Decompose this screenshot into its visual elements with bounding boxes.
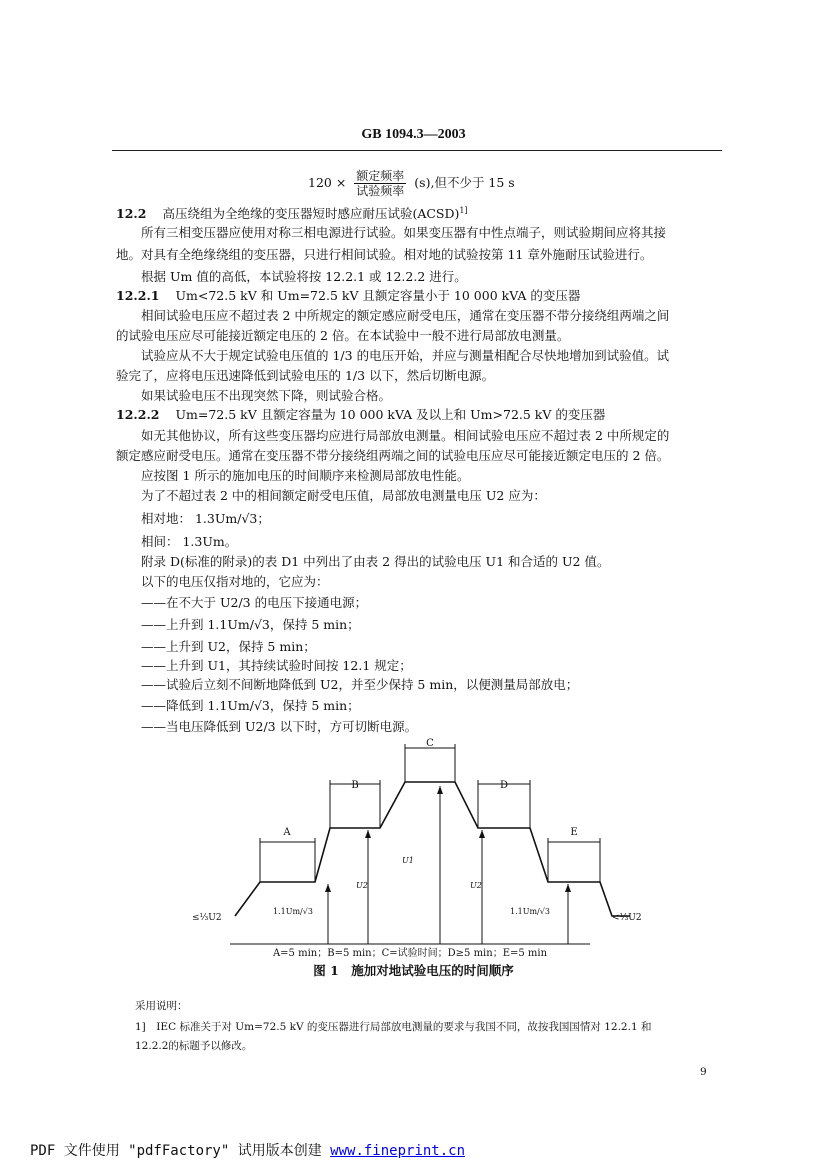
formula-suffix: (s),但不少于 15 s <box>414 175 515 190</box>
paragraph: 地。对具有全绝缘绕组的变压器，只进行相间试验。相对地的试验按第 11 章外施耐压试验进行。 <box>116 247 653 262</box>
paragraph: 如果试验电压不出现突然下降，则试验合格。 <box>141 388 392 403</box>
formula-line: 相对地： 1.3Um/√3； <box>141 511 270 526</box>
figure-caption: 图 1 施加对地试验电压的时间顺序 <box>313 963 514 978</box>
paragraph: 验完了，应将电压迅速降低到试验电压的 1/3 以下，然后切断电源。 <box>116 368 495 383</box>
u2-left-label: U2 <box>356 881 368 890</box>
section-number: 12.2.2 <box>116 407 160 422</box>
section-number: 12.2 <box>116 206 147 222</box>
u1-label: U1 <box>402 856 414 865</box>
paragraph: 试验应从不大于规定试验电压值的 1/3 的电压开始，并应与测量相配合尽快地增加到试验值。试 <box>141 348 670 363</box>
level-left-label: 1.1Um/√3 <box>273 907 313 916</box>
section-title: Um=72.5 kV 且额定容量为 10 000 kVA 及以上和 Um>72.5 kV 的变压器 <box>175 407 606 422</box>
section-12-2-heading <box>116 202 468 223</box>
document-header: GB 1094.3—2003 <box>361 127 466 142</box>
formula-fraction <box>354 169 406 198</box>
footnote-line: 1] IEC 标准关于对 Um=72.5 kV 的变压器进行局部放电测量的要求与我国不同，故按我国国情对 12.2.1 和 <box>135 1021 652 1033</box>
paragraph: 应按图 1 所示的施加电压的时间顺序来检测局部放电性能。 <box>141 468 470 483</box>
section-title: Um<72.5 kV 和 Um=72.5 kV 且额定容量小于 10 000 kVA 的变压器 <box>175 288 581 303</box>
section-number: 12.2.1 <box>116 288 160 303</box>
duration-formula <box>308 169 515 198</box>
section-title: 高压绕组为全绝缘的变压器短时感应耐压试验(ACSD) <box>162 206 460 222</box>
start-voltage-label: ≤⅓U2 <box>192 913 222 923</box>
step-item: ——试验后立刻不间断地降低到 U2，并至少保持 5 min，以便测量局部放电； <box>141 677 579 692</box>
step-item: ——在不大于 U2/3 的电压下接通电源； <box>141 595 368 610</box>
interval-label-c: C <box>426 738 434 749</box>
step-item: ——上升到 U1，其持续试验时间按 12.1 规定； <box>141 658 412 673</box>
paragraph: 为了不超过表 2 中的相间额定耐受电压值，局部放电测量电压 U2 应为： <box>141 488 546 503</box>
paragraph: 以下的电压仅指对地的，它应为： <box>141 574 329 589</box>
footnote-heading: 采用说明： <box>135 1000 188 1012</box>
pdf-creator-text: PDF 文件使用 "pdfFactory" 试用版本创建 <box>30 1143 322 1159</box>
u2-right-label: U2 <box>470 881 482 890</box>
level-right-label: 1.1Um/√3 <box>510 907 550 916</box>
formula-denominator: 试验频率 <box>356 184 405 198</box>
interval-label-b: B <box>351 780 359 791</box>
section-12-2-2-heading <box>116 406 605 424</box>
paragraph: 根据 Um 值的高低，本试验将按 12.2.1 或 12.2.2 进行。 <box>141 269 467 284</box>
interval-label-a: A <box>283 827 291 838</box>
fineprint-link[interactable]: www.fineprint.cn <box>330 1143 466 1159</box>
header-rule <box>112 150 722 151</box>
page-number: 9 <box>700 1066 707 1078</box>
paragraph: 如无其他协议，所有这些变压器均应进行局部放电测量。相间试验电压应不超过表 2 中所规定的 <box>141 428 670 443</box>
paragraph: 的试验电压应尽可能接近额定电压的 2 倍。在本试验中一般不进行局部放电测量。 <box>116 328 570 343</box>
interval-label-e: E <box>570 827 578 838</box>
interval-label-d: D <box>499 780 509 791</box>
formula-prefix: 120 × <box>308 175 347 190</box>
paragraph: 附录 D(标准的附录)的表 D1 中列出了由表 2 得出的试验电压 U1 和合适的 U2 值。 <box>141 554 610 569</box>
voltage-time-diagram <box>170 738 650 963</box>
paragraph: 额定感应耐受电压。通常在变压器不带分接绕组两端之间的试验电压应尽可能接近额定电压的 2 倍。 <box>116 448 670 463</box>
formula-numerator: 额定频率 <box>356 169 405 183</box>
end-voltage-label: <⅓U2 <box>612 913 642 923</box>
section-12-2-1-heading <box>116 287 580 305</box>
step-item: ——上升到 1.1Um/√3，保持 5 min； <box>141 617 360 632</box>
paragraph: 相间试验电压应不超过表 2 中所规定的额定感应耐受电压，通常在变压器不带分接绕组两端之间 <box>141 308 670 323</box>
paragraph: 所有三相变压器应使用对称三相电源进行试验。如果变压器有中性点端子，则试验期间应将其接 <box>141 225 667 240</box>
footnote-ref: 1] <box>459 206 468 215</box>
step-item: ——当电压降低到 U2/3 以下时，方可切断电源。 <box>141 719 418 734</box>
step-item: ——上升到 U2，保持 5 min； <box>141 639 316 654</box>
pdf-creator-bar <box>30 1140 465 1160</box>
step-item: ——降低到 1.1Um/√3，保持 5 min； <box>141 698 360 713</box>
figure-legend: A=5 min；B=5 min；C=试验时间；D≥5 min；E=5 min <box>272 948 548 959</box>
formula-line: 相间： 1.3Um。 <box>141 534 238 549</box>
footnote-line: 12.2.2的标题予以修改。 <box>135 1040 253 1052</box>
